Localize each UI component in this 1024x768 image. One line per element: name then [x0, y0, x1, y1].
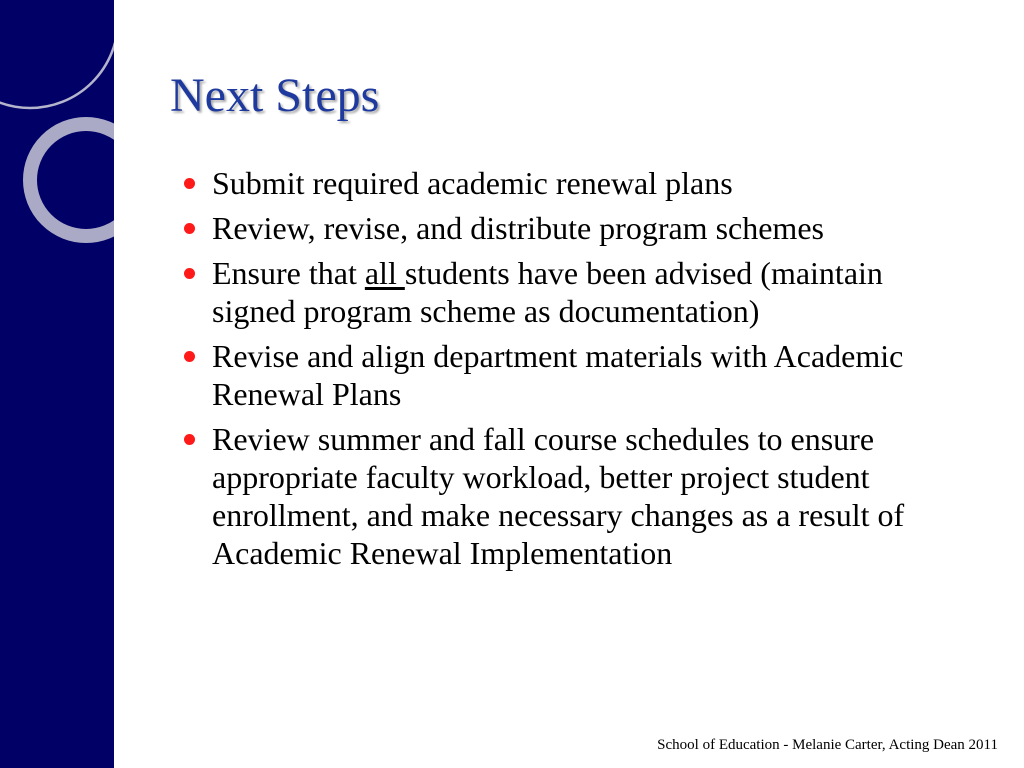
slide-title: Next Steps	[170, 69, 380, 122]
sidebar-panel	[0, 0, 114, 768]
bullet-text-underlined: all	[364, 255, 405, 291]
bullet-text: Review summer and fall course schedules to ensure appropriate faculty workload, better project student enrollment, and make necessary changes as a result of Academic Renewal Implementation	[212, 421, 905, 571]
ring-small	[30, 124, 114, 236]
bullet-dot-icon	[184, 351, 195, 362]
bullet-text-after: students have been advised (maintain signed program scheme as documentation)	[212, 255, 883, 329]
slide-footer: School of Education - Melanie Carter, Acting Dean 2011	[657, 737, 998, 753]
bullet-item	[182, 209, 972, 247]
bullet-item	[182, 420, 972, 572]
bullet-list	[182, 164, 972, 579]
bullet-item	[182, 164, 972, 202]
bullet-text: Revise and align department materials with Academic Renewal Plans	[212, 338, 904, 412]
bullet-text: Submit required academic renewal plans	[212, 165, 733, 201]
bullet-dot-icon	[184, 434, 195, 445]
bullet-item	[182, 337, 972, 413]
bullet-item	[182, 254, 972, 330]
bullet-text: Review, revise, and distribute program schemes	[212, 210, 824, 246]
decorative-rings	[0, 0, 114, 768]
bullet-text-before: Ensure that	[212, 255, 365, 291]
bullet-dot-icon	[184, 178, 195, 189]
bullet-dot-icon	[184, 268, 195, 279]
bullet-dot-icon	[184, 223, 195, 234]
ring-large	[0, 0, 114, 108]
